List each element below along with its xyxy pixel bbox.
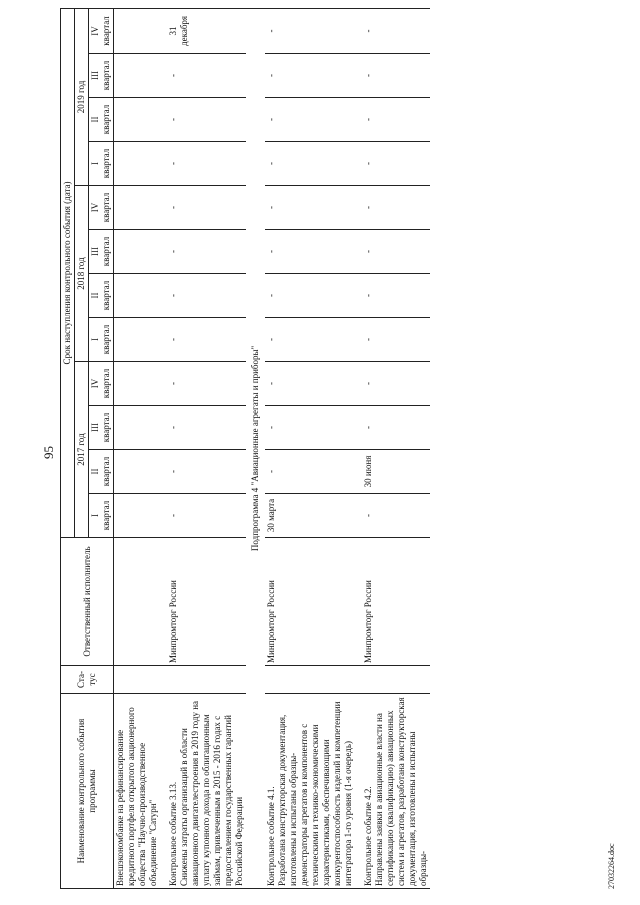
term-cell bbox=[114, 230, 161, 274]
header-quarter: II квартал bbox=[89, 450, 114, 494]
term-cell: - bbox=[265, 186, 355, 230]
document-reference: 27032264.doc bbox=[607, 843, 616, 889]
term-cell: - bbox=[355, 142, 430, 186]
term-cell bbox=[114, 98, 161, 142]
term-cell: - bbox=[160, 362, 246, 406]
term-cell: - bbox=[355, 54, 430, 98]
status-cell bbox=[114, 666, 161, 694]
term-cell: - bbox=[355, 8, 430, 53]
term-cell: - bbox=[355, 274, 430, 318]
executor-cell: Минпромторг России bbox=[265, 538, 355, 666]
header-quarter: II квартал bbox=[89, 274, 114, 318]
term-cell: - bbox=[160, 450, 246, 494]
control-events-table bbox=[60, 8, 430, 889]
term-cell bbox=[114, 54, 161, 98]
term-cell: - bbox=[265, 406, 355, 450]
table-row bbox=[160, 8, 246, 888]
header-quarter: II квартал bbox=[89, 98, 114, 142]
term-cell: - bbox=[160, 406, 246, 450]
section-title: Подпрограмма 4 "Авиационные агрегаты и приборы" bbox=[246, 8, 265, 888]
term-cell: - bbox=[265, 274, 355, 318]
event-name-cell: Контрольное событие 4.2. Направлены заявки в авиационные власти на сертификацию (квалификацию) авиационных систем и агрегатов, разработана конструкторская документация, изготовлены и испытаны образцы- bbox=[355, 694, 430, 889]
header-year-2017: 2017 год bbox=[75, 362, 89, 538]
term-cell: - bbox=[160, 186, 246, 230]
term-cell bbox=[114, 494, 161, 538]
header-quarter: IV квартал bbox=[89, 186, 114, 230]
header-quarter: III квартал bbox=[89, 54, 114, 98]
term-cell: 30 марта bbox=[265, 494, 355, 538]
term-cell: 31 декабря bbox=[160, 8, 246, 53]
header-quarter: I квартал bbox=[89, 494, 114, 538]
term-cell bbox=[114, 8, 161, 53]
table-row bbox=[265, 8, 355, 888]
header-quarter: IV квартал bbox=[89, 8, 114, 53]
term-cell: - bbox=[355, 186, 430, 230]
term-cell bbox=[114, 274, 161, 318]
executor-cell bbox=[114, 538, 161, 666]
term-cell: - bbox=[355, 494, 430, 538]
term-cell: - bbox=[355, 406, 430, 450]
term-cell: - bbox=[160, 494, 246, 538]
term-cell: - bbox=[265, 54, 355, 98]
header-quarter: III квартал bbox=[89, 406, 114, 450]
term-cell: - bbox=[265, 362, 355, 406]
term-cell: - bbox=[160, 274, 246, 318]
header-quarter: I квартал bbox=[89, 318, 114, 362]
header-year-2018: 2018 год bbox=[75, 186, 89, 362]
header-event-name: Наименование контрольного события программы bbox=[61, 694, 114, 889]
term-cell bbox=[114, 362, 161, 406]
section-row bbox=[246, 8, 265, 888]
header-quarter: III квартал bbox=[89, 230, 114, 274]
term-cell: - bbox=[265, 98, 355, 142]
event-name-cell: Контрольное событие 4.1. Разработана конструкторская документация, изготовлены и испытаны образцы-демонстраторы агрегатов и компонентов с техническими и технико-экономическими характеристиками, обеспечивающими конкурентоспособность изделий и компетенции интегратора 1-го уровня (1-я очередь) bbox=[265, 694, 355, 889]
status-cell bbox=[355, 666, 430, 694]
event-name-cell: Контрольное событие 3.13. Снижены затраты организаций в области авиационного двигателестроения в 2019 году на уплату купонного дохода по облигационным займам, привлеченным в 2015 - 2016 годах с предоставлением государственных гарантий Российской Федерации bbox=[160, 694, 246, 889]
term-cell bbox=[114, 450, 161, 494]
term-cell: - bbox=[160, 98, 246, 142]
header-year-2019: 2019 год bbox=[75, 8, 89, 185]
term-cell: - bbox=[160, 54, 246, 98]
term-cell: - bbox=[160, 142, 246, 186]
table-row bbox=[114, 8, 161, 888]
header-executor: Ответственный исполнитель bbox=[61, 538, 114, 666]
term-cell: - bbox=[265, 142, 355, 186]
term-cell: - bbox=[160, 318, 246, 362]
term-cell: - bbox=[355, 362, 430, 406]
term-cell: - bbox=[355, 318, 430, 362]
term-cell: - bbox=[265, 318, 355, 362]
term-cell: - bbox=[265, 8, 355, 53]
event-name-cell: Внешэкономбанке на рефинансирование кредитного портфеля открытого акционерного общества "Научно-производственное объединение "Сатурн" bbox=[114, 694, 161, 889]
header-term: Срок наступления контрольного события (дата) bbox=[61, 8, 75, 537]
term-cell: - bbox=[160, 230, 246, 274]
term-cell: - bbox=[265, 450, 355, 494]
term-cell: 30 июня bbox=[355, 450, 430, 494]
term-cell bbox=[114, 318, 161, 362]
term-cell: - bbox=[265, 230, 355, 274]
term-cell: - bbox=[355, 230, 430, 274]
term-cell bbox=[114, 406, 161, 450]
executor-cell: Минпромторг России bbox=[355, 538, 430, 666]
term-cell bbox=[114, 142, 161, 186]
header-quarter: IV квартал bbox=[89, 362, 114, 406]
status-cell bbox=[160, 666, 246, 694]
executor-cell: Минпромторг России bbox=[160, 538, 246, 666]
term-cell bbox=[114, 186, 161, 230]
header-quarter: I квартал bbox=[89, 142, 114, 186]
page-number: 95 bbox=[41, 446, 56, 459]
table-row bbox=[355, 8, 430, 888]
header-status: Ста- тус bbox=[61, 666, 114, 694]
term-cell: - bbox=[355, 98, 430, 142]
status-cell bbox=[265, 666, 355, 694]
